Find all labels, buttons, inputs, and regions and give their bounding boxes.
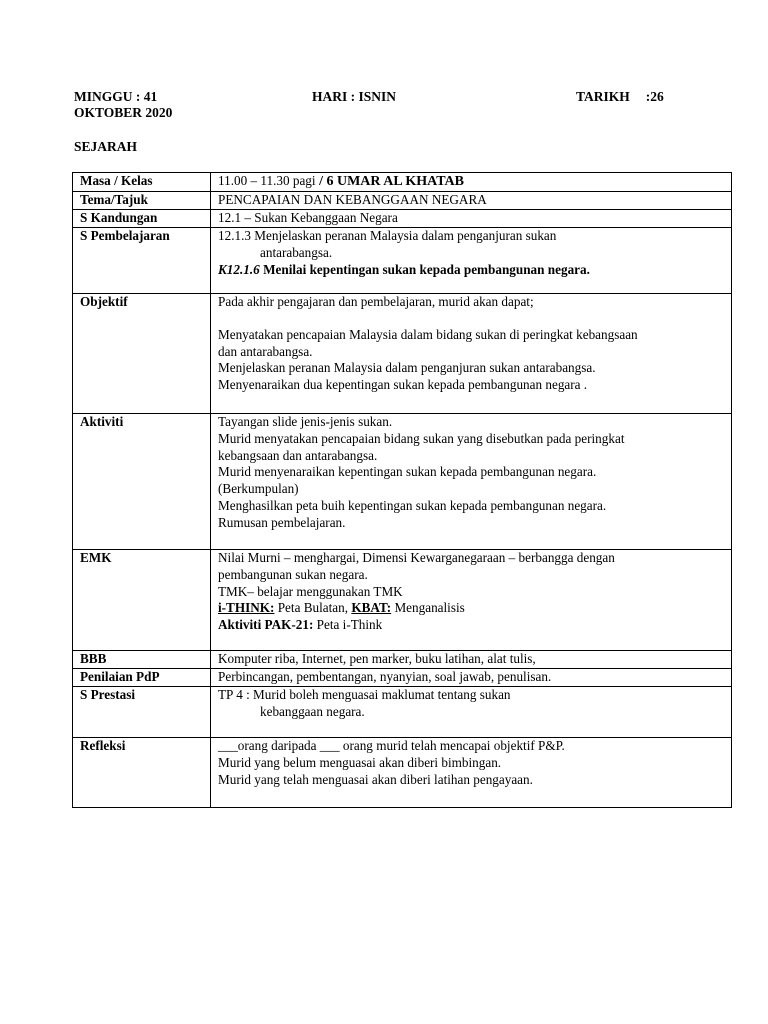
row-s-kandungan <box>73 210 732 228</box>
value-penilaian: Perbincangan, pembentangan, nyanyian, soal jawab, penulisan. <box>211 669 732 687</box>
value-s-kandungan: 12.1 – Sukan Kebanggaan Negara <box>211 210 732 228</box>
activity-2: Murid menyatakan pencapaian bidang sukan yang disebutkan pada peringkat <box>218 430 625 446</box>
date-value: :26 <box>645 89 664 104</box>
row-masa-kelas <box>73 173 732 192</box>
value-s-pembelajaran <box>211 228 732 294</box>
learning-standard-1: 12.1.3 Menjelaskan peranan Malaysia dalam penganjuran sukan <box>218 228 557 243</box>
date-label-text: TARIKH <box>576 89 630 104</box>
pak21-label: Aktiviti PAK-21: <box>218 617 314 633</box>
label-bbb: BBB <box>73 651 211 669</box>
value-emk <box>211 550 732 651</box>
label-refleksi: Refleksi <box>73 738 211 808</box>
reflection-2: Murid yang belum menguasai akan diberi bimbingan. <box>218 754 502 770</box>
row-s-pembelajaran <box>73 228 732 294</box>
label-s-prestasi: S Prestasi <box>73 687 211 738</box>
label-s-pembelajaran: S Pembelajaran <box>73 228 211 294</box>
label-emk: EMK <box>73 550 211 651</box>
value-aktiviti <box>211 414 732 550</box>
value-tema-tajuk: PENCAPAIAN DAN KEBANGGAAN NEGARA <box>211 192 732 210</box>
label-aktiviti: Aktiviti <box>73 414 211 550</box>
reflection-3: Murid yang telah menguasai akan diberi latihan pengayaan. <box>218 771 533 787</box>
lesson-plan-table <box>72 172 732 808</box>
row-emk <box>73 550 732 651</box>
row-s-prestasi <box>73 687 732 738</box>
subject-title: SEJARAH <box>74 139 138 154</box>
label-tema-tajuk: Tema/Tajuk <box>73 192 211 210</box>
activity-1: Tayangan slide jenis-jenis sukan. <box>218 414 393 429</box>
objective-2: Menjelaskan peranan Malaysia dalam penganjuran sukan antarabangsa. <box>218 360 596 376</box>
row-refleksi <box>73 738 732 808</box>
label-masa-kelas: Masa / Kelas <box>73 173 211 192</box>
date-label <box>576 89 664 105</box>
objective-intro: Pada akhir pengajaran dan pembelajaran, murid akan dapat; <box>218 294 534 309</box>
activity-5: Rumusan pembelajaran. <box>218 514 346 530</box>
value-masa-kelas <box>211 173 732 192</box>
ithink-value: Peta Bulatan, <box>274 600 352 616</box>
performance-standard-cont: kebanggaan negara. <box>260 703 365 719</box>
day-label: HARI : ISNIN <box>312 89 397 104</box>
emk-values-cont: pembangunan sukan negara. <box>218 566 368 582</box>
label-penilaian: Penilaian PdP <box>73 669 211 687</box>
kbat-label: KBAT: <box>351 600 392 616</box>
pak21-value: Peta i-Think <box>313 617 383 633</box>
activity-3: Murid menyenaraikan kepentingan sukan kepada pembangunan negara. <box>218 464 597 480</box>
learning-standard-2: Menilai kepentingan sukan kepada pembangunan negara. <box>259 261 590 277</box>
emk-values: Nilai Murni – menghargai, Dimensi Kewarganegaraan – berbangga dengan <box>218 550 615 565</box>
value-bbb: Komputer riba, Internet, pen marker, buku latihan, alat tulis, <box>211 651 732 669</box>
objective-1-cont: dan antarabangsa. <box>218 343 313 359</box>
objective-1: Menyatakan pencapaian Malaysia dalam bidang sukan di peringkat kebangsaan <box>218 326 638 342</box>
activity-4: Menghasilkan peta buih kepentingan sukan kepada pembangunan negara. <box>218 497 607 513</box>
week-label: MINGGU : 41 <box>74 89 158 104</box>
row-tema-tajuk <box>73 192 732 210</box>
reflection-1: ___orang daripada ___ orang murid telah mencapai objektif P&P. <box>218 738 565 753</box>
emk-tmk: TMK– belajar menggunakan TMK <box>218 583 403 599</box>
time-class-separator: / <box>315 174 327 189</box>
learning-standard-code: K12.1.6 <box>218 261 260 277</box>
performance-standard: TP 4 : Murid boleh menguasai maklumat tentang sukan <box>218 687 511 702</box>
label-objektif: Objektif <box>73 294 211 414</box>
date-continuation: OKTOBER 2020 <box>74 105 173 120</box>
row-bbb <box>73 651 732 669</box>
time-text: 11.00 – 11.30 pagi <box>218 173 316 188</box>
learning-standard-1-cont: antarabangsa. <box>260 244 333 260</box>
activity-2-cont: kebangsaan dan antarabangsa. <box>218 447 378 463</box>
label-s-kandungan: S Kandungan <box>73 210 211 228</box>
row-aktiviti <box>73 414 732 550</box>
class-name: 6 UMAR AL KHATAB <box>326 174 464 189</box>
kbat-value: Menganalisis <box>391 600 465 616</box>
objective-3: Menyenaraikan dua kepentingan sukan kepada pembangunan negara . <box>218 377 588 393</box>
row-objektif <box>73 294 732 414</box>
ithink-label: i-THINK: <box>218 600 275 616</box>
value-objektif <box>211 294 732 414</box>
activity-3-cont: (Berkumpulan) <box>218 481 299 497</box>
value-refleksi <box>211 738 732 808</box>
value-s-prestasi <box>211 687 732 738</box>
row-penilaian <box>73 669 732 687</box>
